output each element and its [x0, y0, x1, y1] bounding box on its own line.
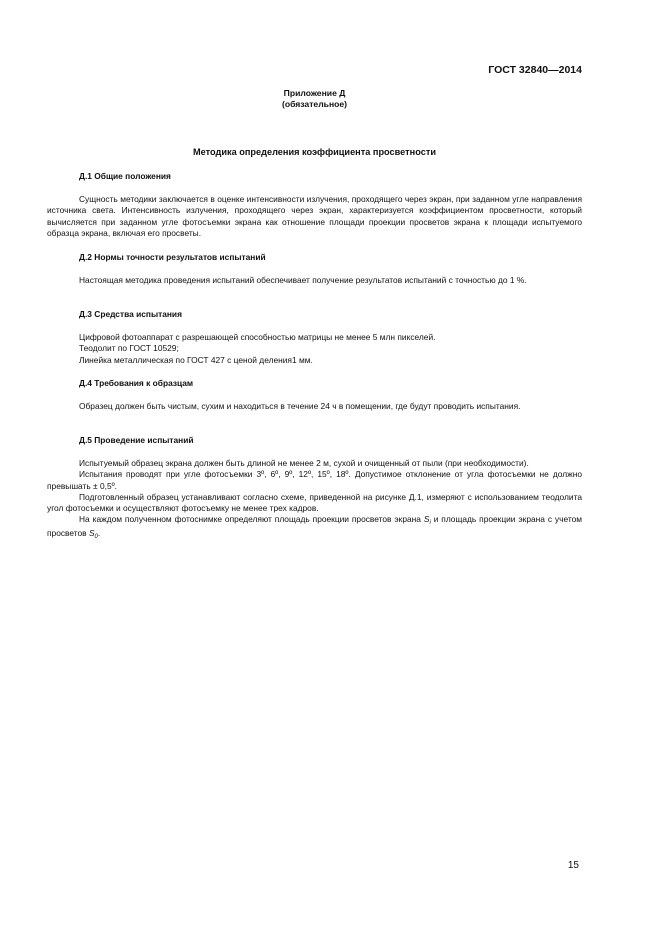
annex-status: (обязательное) [281, 99, 348, 109]
equipment-line: Линейка металлическая по ГОСТ 427 с ценой деления1 мм. [79, 354, 313, 365]
annex-title: Приложение Д [283, 88, 346, 98]
section-heading-d1: Д.1 Общие положения [79, 171, 171, 181]
paragraph: Образец должен быть чистым, сухим и находиться в течение 24 ч в помещении, где будут проводить испытания. [79, 401, 521, 411]
section-heading-d4: Д.4 Требования к образцам [79, 378, 194, 388]
text-fragment: . [97, 527, 101, 538]
paragraph: Сущность методики заключается в оценке интенсивности излучения, проходящего через экран, при заданном угле направления источника света. Интенсивность излучения, проходящего через экран, характеризуется коэффициентом просветности, который вычисляется при заданном угле фотосъемки экрана как отношение площади проекции просветов экрана к площади испытуемого образца экрана, включая его просветы. [47, 194, 582, 238]
page-title: Методика определения коэффициента просветности [193, 147, 436, 157]
section-heading-d5: Д.5 Проведение испытаний [79, 435, 194, 445]
section-body-d5 [47, 458, 582, 541]
standard-number: ГОСТ 32840—2014 [488, 64, 582, 76]
paragraph: Испытания проводят при угле фотосъемки 3º, 6º, 9º, 12º, 15º, 18º. Допустимое отклонение от угла фотосъемки не должно превышать ± 0,5º. [47, 469, 582, 491]
subscript-i: i [429, 520, 431, 527]
annex-heading [0, 88, 629, 110]
section-body-d3 [47, 332, 582, 366]
section-body-d4 [47, 401, 582, 412]
equipment-line: Теодолит по ГОСТ 10529; [79, 343, 179, 354]
paragraph-areas [47, 514, 582, 541]
variable-s: S [88, 527, 95, 538]
section-heading-d2: Д.2 Нормы точности результатов испытаний [79, 252, 266, 262]
section-body-d2 [47, 275, 582, 286]
section-body-d1 [47, 194, 582, 239]
paragraph: Подготовленный образец устанавливают согласно схеме, приведенной на рисунке Д.1, измеряют с использованием теодолита угол фотосъемки и осуществляют фотосъемку не менее трех кадров. [47, 491, 582, 514]
variable-s: S [423, 514, 430, 525]
equipment-line: Цифровой фотоаппарат с разрешающей способностью матрицы не менее 5 млн пикселей. [79, 332, 436, 342]
paragraph: Настоящая методика проведения испытаний обеспечивает получение результатов испытаний с точностью до 1 %. [79, 275, 527, 285]
section-heading-d3: Д.3 Средства испытания [79, 309, 182, 319]
page-number: 15 [567, 860, 579, 871]
text-fragment: и площадь проекции экрана с учетом просветов [47, 514, 583, 538]
subscript-0: 0 [94, 533, 98, 540]
text-fragment: На каждом полученном фотоснимке определяют площадь проекции просветов экрана [79, 514, 424, 525]
paragraph: Испытуемый образец экрана должен быть длиной не менее 2 м, сухой и очищенный от пыли (при необходимости). [79, 458, 529, 468]
